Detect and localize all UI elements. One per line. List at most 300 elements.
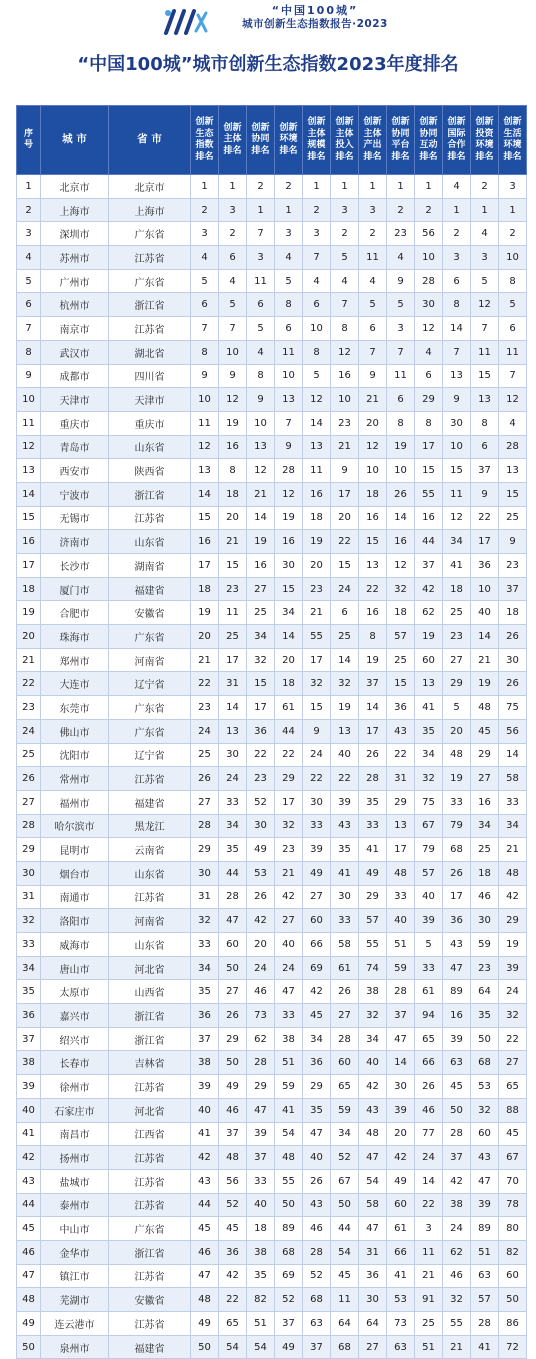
- table-cell: 26: [191, 767, 219, 791]
- table-cell: 2: [359, 222, 387, 246]
- table-cell: 36: [17, 1004, 41, 1028]
- table-cell: 67: [331, 1169, 359, 1193]
- table-cell: 68: [443, 838, 471, 862]
- table-cell: 西安市: [41, 459, 109, 483]
- table-cell: 17: [415, 435, 443, 459]
- column-header: [275, 106, 303, 175]
- table-cell: 16: [443, 1004, 471, 1028]
- report-header: [0, 0, 536, 44]
- table-cell: 3: [415, 1217, 443, 1241]
- table-header-row: [17, 106, 527, 175]
- table-cell: 66: [415, 1051, 443, 1075]
- table-cell: 19: [415, 625, 443, 649]
- table-cell: 40: [191, 1098, 219, 1122]
- table-cell: 30: [303, 790, 331, 814]
- column-header-line: 协同: [251, 134, 270, 145]
- table-cell: 黑龙江: [109, 814, 191, 838]
- table-cell: 13: [247, 435, 275, 459]
- table-cell: 合肥市: [41, 601, 109, 625]
- table-cell: 11: [17, 411, 41, 435]
- table-cell: 16: [303, 482, 331, 506]
- table-cell: 16: [415, 506, 443, 530]
- table-cell: 34: [275, 601, 303, 625]
- table-cell: 山东省: [109, 933, 191, 957]
- table-cell: 15: [499, 482, 527, 506]
- table-cell: 48: [471, 696, 499, 720]
- table-row: [17, 222, 527, 246]
- table-cell: 33: [415, 956, 443, 980]
- table-cell: 65: [219, 1312, 247, 1336]
- table-cell: 42: [247, 909, 275, 933]
- table-row: [17, 269, 527, 293]
- table-cell: 4: [331, 269, 359, 293]
- table-cell: 11: [191, 411, 219, 435]
- table-cell: 68: [471, 1051, 499, 1075]
- table-cell: 10: [387, 459, 415, 483]
- table-cell: 22: [17, 672, 41, 696]
- table-cell: 11: [303, 459, 331, 483]
- table-cell: 14: [219, 696, 247, 720]
- table-row: [17, 1122, 527, 1146]
- table-cell: 2: [331, 222, 359, 246]
- table-cell: 80: [499, 1217, 527, 1241]
- table-cell: 50: [499, 1288, 527, 1312]
- table-cell: 13: [219, 719, 247, 743]
- table-cell: 21: [359, 388, 387, 412]
- table-cell: 8: [387, 411, 415, 435]
- tagline-line1: “中国100城”: [271, 4, 359, 17]
- table-cell: 28: [359, 767, 387, 791]
- table-cell: 41: [443, 554, 471, 578]
- table-row: [17, 435, 527, 459]
- table-cell: 43: [331, 814, 359, 838]
- table-cell: 江苏省: [109, 1264, 191, 1288]
- table-cell: 3: [219, 198, 247, 222]
- table-cell: 43: [471, 1146, 499, 1170]
- table-cell: 12: [275, 482, 303, 506]
- table-cell: 50: [443, 1098, 471, 1122]
- table-cell: 江苏省: [109, 1075, 191, 1099]
- table-cell: 13: [471, 388, 499, 412]
- table-cell: 40: [387, 909, 415, 933]
- table-cell: 39: [387, 1098, 415, 1122]
- column-header-line: 主体: [335, 128, 354, 139]
- table-cell: 28: [275, 459, 303, 483]
- table-cell: 27: [359, 1335, 387, 1359]
- table-cell: 40: [331, 743, 359, 767]
- table-cell: 48: [275, 1146, 303, 1170]
- column-header-line: 环境: [503, 140, 522, 150]
- table-cell: 40: [247, 1193, 275, 1217]
- table-cell: 14: [17, 482, 41, 506]
- table-cell: 55: [303, 625, 331, 649]
- page-title: “中国100城”城市创新生态指数2023年度排名: [77, 54, 459, 75]
- table-cell: 66: [387, 1240, 415, 1264]
- table-cell: 39: [191, 1075, 219, 1099]
- table-cell: 14: [303, 411, 331, 435]
- table-cell: 58: [359, 1193, 387, 1217]
- table-cell: 14: [247, 506, 275, 530]
- table-cell: 9: [219, 364, 247, 388]
- table-cell: 56: [219, 1169, 247, 1193]
- table-cell: 54: [247, 1335, 275, 1359]
- table-cell: 8: [499, 269, 527, 293]
- table-cell: 47: [443, 956, 471, 980]
- table-cell: 12: [219, 388, 247, 412]
- column-header-line: 排名: [195, 151, 214, 162]
- table-cell: 20: [387, 1122, 415, 1146]
- table-cell: 12: [387, 554, 415, 578]
- table-cell: 36: [191, 1004, 219, 1028]
- table-cell: 55: [275, 1169, 303, 1193]
- table-row: [17, 1335, 527, 1359]
- table-cell: 41: [17, 1122, 41, 1146]
- table-cell: 25: [331, 625, 359, 649]
- table-cell: 33: [275, 1004, 303, 1028]
- table-cell: 59: [275, 1075, 303, 1099]
- table-cell: 14: [387, 1051, 415, 1075]
- table-cell: 石家庄市: [41, 1098, 109, 1122]
- table-cell: 60: [219, 933, 247, 957]
- table-cell: 37: [471, 459, 499, 483]
- table-cell: 46: [191, 1240, 219, 1264]
- column-header-line: 投资: [475, 128, 494, 139]
- brand-logo-icon: [160, 3, 210, 39]
- table-cell: 6: [275, 317, 303, 341]
- table-cell: 江西省: [109, 1122, 191, 1146]
- table-cell: 49: [387, 1169, 415, 1193]
- table-cell: 37: [219, 1122, 247, 1146]
- table-cell: 45: [499, 1122, 527, 1146]
- table-cell: 61: [275, 696, 303, 720]
- table-cell: 14: [275, 625, 303, 649]
- table-cell: 39: [247, 1122, 275, 1146]
- table-cell: 3: [443, 246, 471, 270]
- table-cell: 4: [359, 269, 387, 293]
- table-cell: 江苏省: [109, 246, 191, 270]
- table-row: [17, 1193, 527, 1217]
- table-row: [17, 1146, 527, 1170]
- table-cell: 45: [219, 1217, 247, 1241]
- table-cell: 7: [387, 340, 415, 364]
- table-cell: 23: [331, 411, 359, 435]
- table-cell: 24: [219, 767, 247, 791]
- column-header-line: 协同: [391, 128, 410, 139]
- table-cell: 6: [471, 435, 499, 459]
- table-cell: 25: [415, 1312, 443, 1336]
- table-cell: 35: [247, 1264, 275, 1288]
- column-header-line: 排名: [279, 145, 298, 156]
- table-cell: 34: [191, 956, 219, 980]
- table-cell: 17: [359, 719, 387, 743]
- table-cell: 34: [331, 1122, 359, 1146]
- table-cell: 42: [499, 885, 527, 909]
- table-cell: 32: [415, 767, 443, 791]
- table-cell: 13: [499, 459, 527, 483]
- table-cell: 11: [247, 269, 275, 293]
- table-cell: 26: [415, 1075, 443, 1099]
- table-cell: 42: [219, 1264, 247, 1288]
- table-cell: 14: [359, 696, 387, 720]
- table-cell: 7: [331, 293, 359, 317]
- table-cell: 镇江市: [41, 1264, 109, 1288]
- table-cell: 2: [387, 198, 415, 222]
- table-cell: 37: [247, 1146, 275, 1170]
- column-header-line: 生态: [195, 128, 214, 139]
- table-cell: 47: [359, 1217, 387, 1241]
- table-row: [17, 1288, 527, 1312]
- table-cell: 32: [387, 577, 415, 601]
- table-cell: 39: [499, 956, 527, 980]
- table-cell: 16: [331, 364, 359, 388]
- table-cell: 11: [387, 364, 415, 388]
- table-row: [17, 340, 527, 364]
- table-cell: 1: [17, 175, 41, 199]
- table-cell: 2: [247, 175, 275, 199]
- column-header-line: 创新: [223, 122, 242, 133]
- table-cell: 39: [17, 1075, 41, 1099]
- table-cell: 16: [275, 530, 303, 554]
- table-cell: 扬州市: [41, 1146, 109, 1170]
- table-cell: 25: [499, 506, 527, 530]
- table-cell: 22: [359, 577, 387, 601]
- table-cell: 28: [17, 814, 41, 838]
- table-cell: 32: [247, 648, 275, 672]
- table-cell: 34: [415, 743, 443, 767]
- table-cell: 14: [443, 317, 471, 341]
- table-cell: 55: [359, 933, 387, 957]
- table-cell: 47: [219, 909, 247, 933]
- table-cell: 无锡市: [41, 506, 109, 530]
- table-cell: 10: [219, 340, 247, 364]
- table-cell: 14: [191, 482, 219, 506]
- table-cell: 2: [471, 175, 499, 199]
- table-cell: 22: [191, 672, 219, 696]
- table-cell: 徐州市: [41, 1075, 109, 1099]
- table-cell: 15: [359, 530, 387, 554]
- table-cell: 36: [219, 1240, 247, 1264]
- table-cell: 7: [219, 317, 247, 341]
- table-cell: 38: [247, 1240, 275, 1264]
- table-cell: 16: [359, 506, 387, 530]
- table-cell: 12: [471, 293, 499, 317]
- table-cell: 34: [247, 625, 275, 649]
- table-cell: 29: [359, 885, 387, 909]
- table-cell: 38: [191, 1051, 219, 1075]
- column-header: [499, 106, 527, 175]
- table-cell: 63: [303, 1312, 331, 1336]
- table-cell: 59: [387, 956, 415, 980]
- table-cell: 79: [443, 814, 471, 838]
- table-cell: 33: [443, 790, 471, 814]
- table-cell: 河南省: [109, 909, 191, 933]
- table-cell: 4: [415, 340, 443, 364]
- table-cell: 11: [471, 340, 499, 364]
- table-cell: 重庆市: [41, 411, 109, 435]
- table-cell: 38: [275, 1027, 303, 1051]
- table-row: [17, 1004, 527, 1028]
- table-cell: 53: [471, 1075, 499, 1099]
- table-cell: 68: [331, 1335, 359, 1359]
- table-cell: 41: [387, 1264, 415, 1288]
- table-cell: 19: [499, 933, 527, 957]
- table-cell: 2: [191, 198, 219, 222]
- table-cell: 47: [471, 1169, 499, 1193]
- column-header-line: 排名: [419, 151, 438, 162]
- table-cell: 7: [17, 317, 41, 341]
- table-cell: 昆明市: [41, 838, 109, 862]
- column-header-line: 投入: [335, 140, 354, 150]
- table-cell: 43: [191, 1169, 219, 1193]
- table-cell: 35: [359, 790, 387, 814]
- table-cell: 6: [17, 293, 41, 317]
- column-header-line: 排名: [503, 151, 522, 162]
- table-cell: 15: [331, 554, 359, 578]
- table-cell: 6: [359, 317, 387, 341]
- table-cell: 35: [219, 838, 247, 862]
- table-cell: 48: [387, 861, 415, 885]
- table-cell: 45: [443, 1075, 471, 1099]
- table-cell: 27: [331, 1004, 359, 1028]
- column-header-line: 排名: [251, 145, 270, 156]
- table-cell: 26: [499, 672, 527, 696]
- table-cell: 18: [359, 482, 387, 506]
- table-cell: 沈阳市: [41, 743, 109, 767]
- table-cell: 23: [443, 625, 471, 649]
- table-cell: 34: [17, 956, 41, 980]
- column-header: [41, 106, 109, 175]
- column-header: [219, 106, 247, 175]
- table-cell: 50: [219, 1051, 247, 1075]
- table-cell: 19: [359, 648, 387, 672]
- table-cell: 31: [191, 885, 219, 909]
- table-cell: 佛山市: [41, 719, 109, 743]
- table-cell: 26: [17, 767, 41, 791]
- table-cell: 四川省: [109, 364, 191, 388]
- table-cell: 26: [387, 482, 415, 506]
- table-cell: 22: [499, 1027, 527, 1051]
- table-cell: 49: [219, 1075, 247, 1099]
- table-cell: 36: [359, 1264, 387, 1288]
- table-row: [17, 1217, 527, 1241]
- table-cell: 18: [247, 1217, 275, 1241]
- table-cell: 30: [331, 885, 359, 909]
- table-row: [17, 1051, 527, 1075]
- table-cell: 10: [17, 388, 41, 412]
- table-cell: 49: [191, 1312, 219, 1336]
- table-cell: 14: [499, 743, 527, 767]
- table-cell: 河北省: [109, 1098, 191, 1122]
- table-row: [17, 554, 527, 578]
- table-cell: 24: [191, 719, 219, 743]
- table-cell: 9: [247, 388, 275, 412]
- table-cell: 47: [191, 1264, 219, 1288]
- table-cell: 40: [275, 933, 303, 957]
- table-cell: 4: [247, 340, 275, 364]
- table-cell: 30: [275, 554, 303, 578]
- table-cell: 74: [359, 956, 387, 980]
- table-cell: 9: [359, 364, 387, 388]
- table-cell: 19: [247, 530, 275, 554]
- table-cell: 南京市: [41, 317, 109, 341]
- table-cell: 6: [387, 388, 415, 412]
- table-cell: 41: [191, 1122, 219, 1146]
- table-cell: 辽宁省: [109, 672, 191, 696]
- table-cell: 79: [415, 838, 443, 862]
- table-cell: 1: [331, 175, 359, 199]
- table-cell: 23: [219, 577, 247, 601]
- table-cell: 20: [219, 506, 247, 530]
- table-cell: 江苏省: [109, 767, 191, 791]
- table-cell: 40: [415, 885, 443, 909]
- table-cell: 69: [275, 1264, 303, 1288]
- table-cell: 广东省: [109, 222, 191, 246]
- table-cell: 27: [17, 790, 41, 814]
- table-cell: 25: [443, 601, 471, 625]
- table-cell: 5: [471, 269, 499, 293]
- table-cell: 44: [219, 861, 247, 885]
- table-cell: 2: [443, 222, 471, 246]
- table-cell: 15: [303, 696, 331, 720]
- table-cell: 河北省: [109, 956, 191, 980]
- table-cell: 15: [387, 672, 415, 696]
- table-cell: 64: [471, 980, 499, 1004]
- table-cell: 17: [443, 885, 471, 909]
- table-cell: 武汉市: [41, 340, 109, 364]
- table-cell: 福建省: [109, 790, 191, 814]
- table-cell: 24: [275, 956, 303, 980]
- table-cell: 1: [387, 175, 415, 199]
- table-cell: 32: [499, 1004, 527, 1028]
- table-cell: 11: [219, 601, 247, 625]
- table-cell: 35: [331, 838, 359, 862]
- table-cell: 24: [499, 980, 527, 1004]
- table-cell: 13: [17, 459, 41, 483]
- table-cell: 61: [331, 956, 359, 980]
- table-cell: 3: [359, 198, 387, 222]
- table-cell: 47: [275, 980, 303, 1004]
- table-cell: 湖南省: [109, 554, 191, 578]
- table-cell: 江苏省: [109, 885, 191, 909]
- column-header-line: 排名: [475, 151, 494, 162]
- table-cell: 39: [471, 1193, 499, 1217]
- table-cell: 50: [471, 1027, 499, 1051]
- table-cell: 15: [17, 506, 41, 530]
- table-cell: 18: [499, 601, 527, 625]
- table-row: [17, 198, 527, 222]
- table-cell: 78: [499, 1193, 527, 1217]
- table-cell: 深圳市: [41, 222, 109, 246]
- table-cell: 17: [331, 482, 359, 506]
- table-cell: 20: [359, 411, 387, 435]
- table-cell: 福建省: [109, 577, 191, 601]
- table-cell: 70: [499, 1169, 527, 1193]
- table-cell: 34: [499, 814, 527, 838]
- table-cell: 51: [415, 1335, 443, 1359]
- table-cell: 20: [275, 648, 303, 672]
- table-cell: 52: [219, 1193, 247, 1217]
- table-cell: 5: [331, 246, 359, 270]
- table-cell: 15: [219, 554, 247, 578]
- table-cell: 10: [359, 459, 387, 483]
- table-cell: 6: [331, 601, 359, 625]
- table-cell: 82: [247, 1288, 275, 1312]
- table-cell: 30: [359, 1288, 387, 1312]
- table-cell: 10: [303, 317, 331, 341]
- table-cell: 10: [191, 388, 219, 412]
- column-header-line: 排名: [363, 151, 382, 162]
- table-cell: 广东省: [109, 696, 191, 720]
